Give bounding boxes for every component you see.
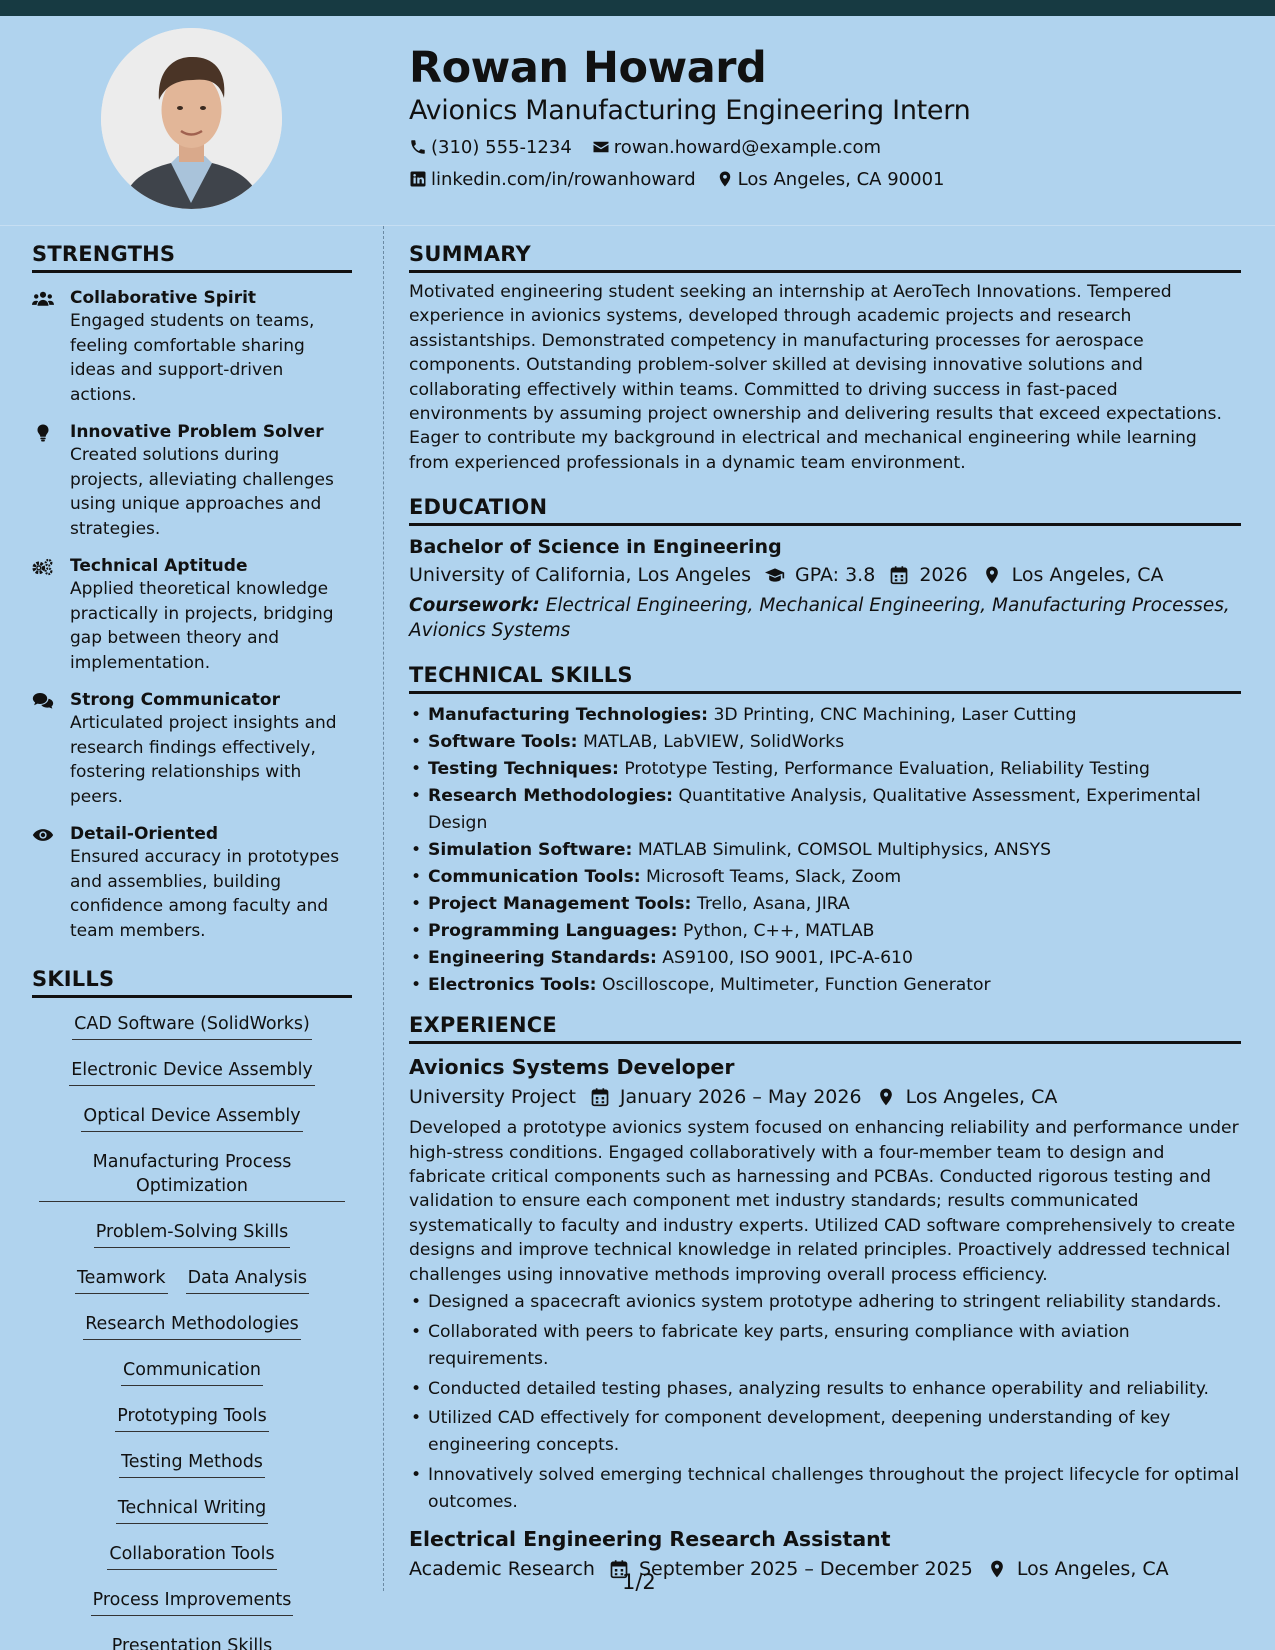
skill-chip: Testing Methods [119, 1450, 265, 1478]
resume-header [409, 40, 1249, 192]
tech-skill-value: Python, C++, MATLAB [682, 921, 875, 942]
tech-skill-value: MATLAB Simulink, COMSOL Multiphysics, ANSYS [637, 840, 1052, 861]
contact-linkedin[interactable] [409, 169, 696, 190]
job-org: University Project [409, 1086, 576, 1109]
linkedin-text[interactable]: linkedin.com/in/rowanhoward [431, 168, 696, 190]
job-location-item [876, 1082, 1058, 1112]
column-divider [383, 226, 384, 1591]
comments-icon [32, 692, 54, 710]
candidate-name: Rowan Howard [409, 43, 767, 93]
skill-chip: CAD Software (SolidWorks) [72, 1012, 312, 1040]
skill-chip: Teamwork [75, 1266, 168, 1294]
tech-skill-label: Manufacturing Technologies: [428, 705, 709, 726]
map-pin-icon [876, 1087, 896, 1107]
job-meta [409, 1554, 1241, 1584]
portrait-image [101, 28, 282, 209]
phone-icon [409, 138, 427, 156]
strength-item [32, 287, 352, 407]
map-pin-icon [716, 170, 734, 188]
job-location: Los Angeles, CA [1016, 1558, 1169, 1581]
skill-chip: Data Analysis [186, 1266, 309, 1294]
tech-skill-value: Oscilloscope, Multimeter, Function Generator [602, 975, 991, 996]
phone-text: (310) 555-1234 [431, 136, 572, 158]
year-text: 2026 [919, 564, 968, 587]
list-item: • Conducted detailed testing phases, analyzing results to enhance operability and reliability. [409, 1376, 1241, 1403]
map-pin-icon [982, 565, 1002, 585]
list-item [409, 864, 1241, 891]
email-text[interactable]: rowan.howard@example.com [613, 136, 882, 158]
location-text: Los Angeles, CA 90001 [737, 168, 945, 190]
envelope-icon [592, 138, 610, 156]
tech-skill-label: Project Management Tools: [428, 894, 692, 915]
experience-heading: EXPERIENCE [409, 1011, 1241, 1044]
strength-title: Strong Communicator [70, 690, 280, 710]
strength-item [32, 555, 352, 675]
list-item: • Collaborated with peers to fabricate key parts, ensuring compliance with aviation requirements. [409, 1319, 1241, 1373]
job-title: Electrical Engineering Research Assistant [409, 1527, 891, 1552]
tech-skill-value: Trello, Asana, JIRA [696, 894, 850, 915]
strengths-heading: STRENGTHS [32, 240, 352, 273]
list-item [409, 945, 1241, 972]
skill-chip: Manufacturing Process Optimization [39, 1150, 345, 1202]
edu-location-item [982, 560, 1164, 590]
strength-item [32, 689, 352, 809]
gpa-text: GPA: 3.8 [795, 564, 876, 587]
degree-title: Bachelor of Science in Engineering [409, 536, 782, 559]
header-divider [0, 225, 1275, 226]
skill-chip: Collaboration Tools [107, 1542, 276, 1570]
tech-skill-value: 3D Printing, CNC Machining, Laser Cutting [713, 705, 1077, 726]
tech-skill-value: Prototype Testing, Performance Evaluation, Reliability Testing [624, 759, 1150, 780]
tech-skill-label: Electronics Tools: [428, 975, 597, 996]
skill-chip: Communication [121, 1358, 263, 1386]
avatar [101, 28, 282, 209]
skill-chip: Electronic Device Assembly [69, 1058, 315, 1086]
strength-desc: Applied theoretical knowledge practically in projects, bridging gap between theory and implementation. [70, 579, 334, 673]
list-item [409, 702, 1241, 729]
lightbulb-icon [32, 424, 54, 442]
top-bar [0, 0, 1275, 16]
linkedin-icon [409, 170, 427, 188]
strength-item [32, 823, 352, 943]
strength-desc: Ensured accuracy in prototypes and assemblies, building confidence among faculty and team members. [70, 847, 340, 941]
right-column [409, 240, 1241, 1584]
contact-location [716, 169, 945, 190]
year-item [889, 560, 967, 590]
strength-item [32, 421, 352, 541]
tech-skill-value: Quantitative Analysis, Qualitative Assessment, Experimental Design [428, 786, 1201, 834]
list-item [409, 837, 1241, 864]
skills-list [32, 998, 352, 1650]
tech-skill-label: Testing Techniques: [428, 759, 619, 780]
strength-title: Collaborative Spirit [70, 288, 257, 308]
calendar-icon [889, 565, 909, 585]
strength-desc: Engaged students on teams, feeling comfortable sharing ideas and support-driven actions. [70, 311, 315, 405]
list-item: • Utilized CAD effectively for component development, deepening understanding of key engineering concepts. [409, 1405, 1241, 1459]
tech-skill-label: Simulation Software: [428, 840, 633, 861]
list-item [409, 891, 1241, 918]
graduation-cap-icon [765, 565, 785, 585]
page-number: 1/2 [622, 1570, 656, 1594]
users-icon [32, 290, 54, 308]
job-description: Developed a prototype avionics system focused on enhancing reliability and performance under high-stress conditions. Engaged collaboratively with a four-member team to design and fabricate critical components such as harnessing and PCBAs. Conducted rigorous testing and validation to ensure each component met industry standards; results communicated systematically to faculty and industry experts. Utilized CAD software comprehensively to create designs and improve technical knowledge in related principles. Proactively addressed technical challenges using innovative methods improving overall process efficiency. [409, 1118, 1239, 1285]
job-dates: January 2026 – May 2026 [619, 1086, 862, 1109]
list-item [409, 783, 1241, 837]
tech-skill-value: Microsoft Teams, Slack, Zoom [646, 867, 902, 888]
list-item [409, 756, 1241, 783]
tech-skill-label: Research Methodologies: [428, 786, 674, 807]
skill-chip: Technical Writing [116, 1496, 268, 1524]
coursework-text: Electrical Engineering, Mechanical Engineering, Manufacturing Processes, Avionics Systems [409, 595, 1230, 641]
candidate-title: Avionics Manufacturing Engineering Intern [409, 95, 971, 126]
list-item [409, 918, 1241, 945]
left-column [32, 240, 352, 1650]
job-dates-item [590, 1082, 862, 1112]
strength-desc: Created solutions during projects, alleviating challenges using unique approaches and strategies. [70, 445, 334, 539]
education-meta [409, 560, 1241, 590]
skill-chip: Presentation Skills [110, 1634, 274, 1650]
calendar-icon [590, 1087, 610, 1107]
job-org: Academic Research [409, 1558, 595, 1581]
school-name: University of California, Los Angeles [409, 564, 752, 587]
eye-icon [32, 826, 54, 844]
tech-skill-label: Software Tools: [428, 732, 578, 753]
strength-title: Technical Aptitude [70, 556, 248, 576]
coursework-label: Coursework: [409, 595, 540, 617]
contact-row-2 [409, 166, 1249, 192]
coursework [409, 594, 1241, 643]
technical-skills-heading: TECHNICAL SKILLS [409, 661, 1241, 694]
list-item [409, 729, 1241, 756]
skill-chip: Problem-Solving Skills [94, 1220, 290, 1248]
job-meta [409, 1082, 1241, 1112]
strength-desc: Articulated project insights and research findings effectively, fostering relationships with peers. [70, 713, 337, 807]
tech-skill-label: Programming Languages: [428, 921, 678, 942]
list-item: • Designed a spacecraft avionics system prototype adhering to stringent reliability standards. [409, 1289, 1241, 1316]
job-dates: September 2025 – December 2025 [638, 1558, 973, 1581]
contact-phone [409, 137, 572, 158]
education-heading: EDUCATION [409, 493, 1241, 526]
skill-chip: Optical Device Assembly [81, 1104, 302, 1132]
gpa-item [765, 560, 875, 590]
list-item: • Innovatively solved emerging technical challenges throughout the project lifecycle for optimal outcomes. [409, 1462, 1241, 1516]
contact-row-1 [409, 134, 1249, 160]
tech-skill-label: Communication Tools: [428, 867, 641, 888]
job-location: Los Angeles, CA [905, 1086, 1058, 1109]
summary-text: Motivated engineering student seeking an internship at AeroTech Innovations. Tempered experience in avionics systems, developed through academic projects and research assistantships. Demonstrated competency in manufacturing processes for aerospace components. Outstanding problem-solver skilled at devising innovative solutions and collaborating effectively within teams. Committed to driving success in fast-paced environments by assuming project ownership and delivering results that exceed expectations. Eager to contribute my background in electrical and mechanical engineering while learning from experienced professionals in a dynamic team environment. [409, 282, 1222, 473]
contact-email[interactable] [592, 137, 881, 158]
list-item [409, 972, 1241, 999]
skill-chip: Prototyping Tools [115, 1404, 268, 1432]
strength-title: Innovative Problem Solver [70, 422, 324, 442]
edu-location-text: Los Angeles, CA [1011, 564, 1164, 587]
job-location-item [987, 1554, 1169, 1584]
tech-skill-label: Engineering Standards: [428, 948, 657, 969]
gears-icon [32, 558, 54, 576]
map-pin-icon [987, 1559, 1007, 1579]
skill-chip: Process Improvements [91, 1588, 294, 1616]
skill-chip: Research Methodologies [83, 1312, 301, 1340]
tech-skill-value: MATLAB, LabVIEW, SolidWorks [583, 732, 845, 753]
job-title: Avionics Systems Developer [409, 1055, 735, 1080]
job-bullets [409, 1289, 1241, 1516]
strength-title: Detail-Oriented [70, 824, 219, 844]
summary-heading: SUMMARY [409, 240, 1241, 273]
tech-skill-value: AS9100, ISO 9001, IPC-A-610 [662, 948, 913, 969]
technical-skills-list [409, 702, 1241, 999]
job-dates-item [609, 1554, 973, 1584]
skills-heading: SKILLS [32, 965, 352, 998]
